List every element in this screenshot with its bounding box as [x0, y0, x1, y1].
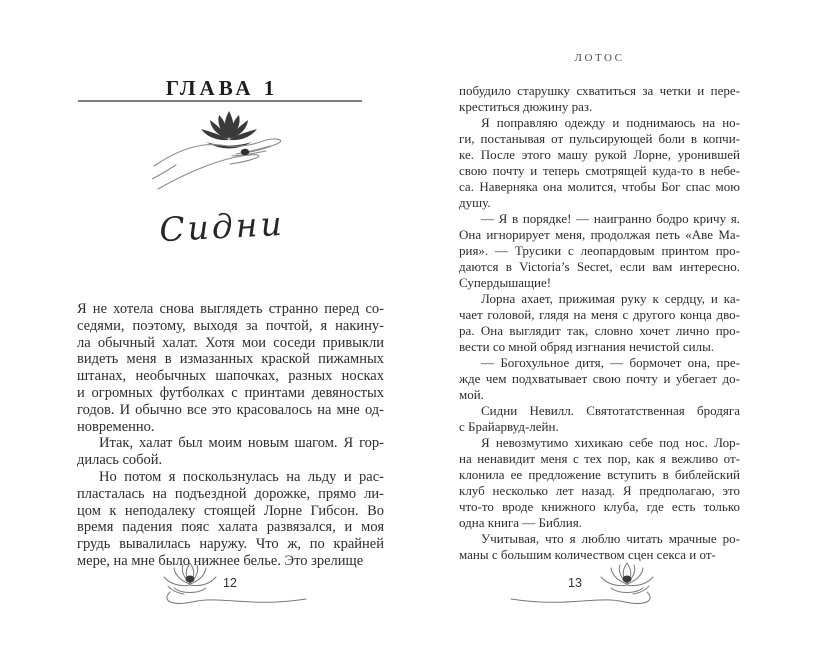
- text-line: цом к неподалеку стоящей Лорне Гибсон. Во: [77, 502, 384, 519]
- ring-icon: [241, 149, 249, 155]
- paragraph: [459, 115, 740, 211]
- text-line: с Брайарвуд-лейн.: [459, 419, 559, 434]
- page-number-right: 13: [568, 576, 582, 590]
- text-line: ра. Она выглядит так, словно хочет лично про-: [459, 323, 740, 338]
- text-line: свою почту и теперь смотрящей куда-то в небе-: [459, 163, 740, 178]
- paragraph: [459, 531, 740, 563]
- hand-holding-lotus-icon: [152, 108, 288, 194]
- text-line: Я поправляю одежду и поднимаюсь на но-: [481, 115, 740, 130]
- paragraph: [77, 435, 384, 469]
- text-line: мой.: [459, 387, 484, 402]
- text-line: маны с большим количеством сцен секса и от-: [459, 547, 716, 562]
- text-line: ги, постанывая от пульсирующей боли в копчи-: [459, 131, 740, 146]
- paragraph: [459, 435, 740, 531]
- paragraph: [459, 211, 740, 291]
- chapter-rule-divider: [78, 100, 362, 102]
- paragraph: [77, 469, 384, 570]
- text-line: Супердышащие!: [459, 275, 552, 290]
- text-line: пласталась на подъездной дорожке, прямо ли-: [77, 485, 384, 502]
- text-line: грудь вывалилась наружу. Что ж, по крайней: [77, 536, 384, 553]
- text-line: чает головой, глядя на меня с другого конца дво-: [459, 307, 740, 322]
- text-line: са. Наверняка она молится, чтобы Бог спас мою: [459, 179, 740, 194]
- chapter-character-name-script: Сидни: [158, 203, 286, 250]
- text-line: что-то вроде книжного клуба, где есть только: [459, 499, 740, 514]
- text-line: новременно.: [77, 418, 155, 435]
- text-line: Учитывая, что я люблю читать мрачные ро-: [481, 531, 740, 546]
- text-line: клуб несколько лет назад. Я предполагаю, это: [459, 483, 740, 498]
- text-line: вести со мной обряд изгнания нечистой силы.: [459, 339, 715, 354]
- text-line: Лорна ахает, прижимая руку к сердцу, и ка-: [481, 291, 740, 306]
- paragraph: [459, 291, 740, 355]
- text-line: Итак, халат был моим новым шагом. Я гор-: [99, 435, 384, 452]
- text-line: штанах, необычных шапочках, разных носках: [77, 368, 384, 385]
- text-line: Сидни Невилл. Святотатственная бродяга: [481, 403, 740, 418]
- text-line: клонила ее предложение вступить в библейский: [459, 467, 740, 482]
- lotus-flower-icon: [201, 111, 257, 149]
- text-line: на ненавидит меня с тех пор, как я вежливо от-: [459, 451, 740, 466]
- text-line: побудило старушку схватиться за четки и пере-: [459, 83, 740, 98]
- text-line: — Я в порядке! — наигранно бодро кричу я.: [481, 211, 740, 226]
- text-line: Она игнорирует меня, продолжая петь «Аве Ма-: [459, 227, 740, 242]
- text-line: Но потом я поскользнулась на льду и рас-: [99, 468, 384, 485]
- text-line: — Богохульное дитя, — бормочет она, пре-: [481, 355, 740, 370]
- text-line: время падения пояс халата развязался, и моя: [77, 519, 384, 536]
- text-line: видеть меня в измазанных краской пижамных: [77, 351, 384, 368]
- text-line: мере, на мне было нижнее белье. Это зрелище: [77, 552, 364, 569]
- text-line: ла обычный халат. Хотя мои соседи привыкли: [77, 334, 384, 351]
- text-line: рия». — Трусики с леопардовым принтом про-: [459, 243, 740, 258]
- text-line: седями, поэтому, выходя за почтой, я накину-: [77, 317, 384, 334]
- page-number-left: 12: [223, 576, 237, 590]
- paragraph: [77, 301, 384, 435]
- right-page-body-text: [459, 83, 740, 563]
- text-line: годов. И обычно все это красовалось на мне од-: [77, 401, 384, 418]
- chapter-heading: ГЛАВА 1: [165, 76, 279, 100]
- text-line: и огромных футболках с принтами девяностых: [77, 384, 384, 401]
- paragraph: [459, 403, 740, 435]
- text-line: Я не хотела снова выглядеть странно перед со-: [77, 301, 384, 317]
- text-line: душу.: [459, 195, 491, 210]
- paragraph: [459, 355, 740, 403]
- paragraph: [459, 83, 740, 115]
- text-line: креститься дюжину раз.: [459, 99, 593, 114]
- text-line: даются в Victoria’s Secret, если вам интересно.: [459, 259, 740, 274]
- left-page-body-text: [77, 301, 384, 570]
- running-header: ЛОТОС: [574, 52, 625, 64]
- text-line: дилась собой.: [77, 452, 163, 469]
- text-line: ке. После этого машу рукой Лорне, уронившей: [459, 147, 740, 162]
- text-line: одна книга — Библия.: [459, 515, 582, 530]
- text-line: жде чем подхватывает свою почту и убегает до-: [459, 371, 740, 386]
- text-line: Я невозмутимо хихикаю себе под нос. Лор-: [481, 435, 740, 450]
